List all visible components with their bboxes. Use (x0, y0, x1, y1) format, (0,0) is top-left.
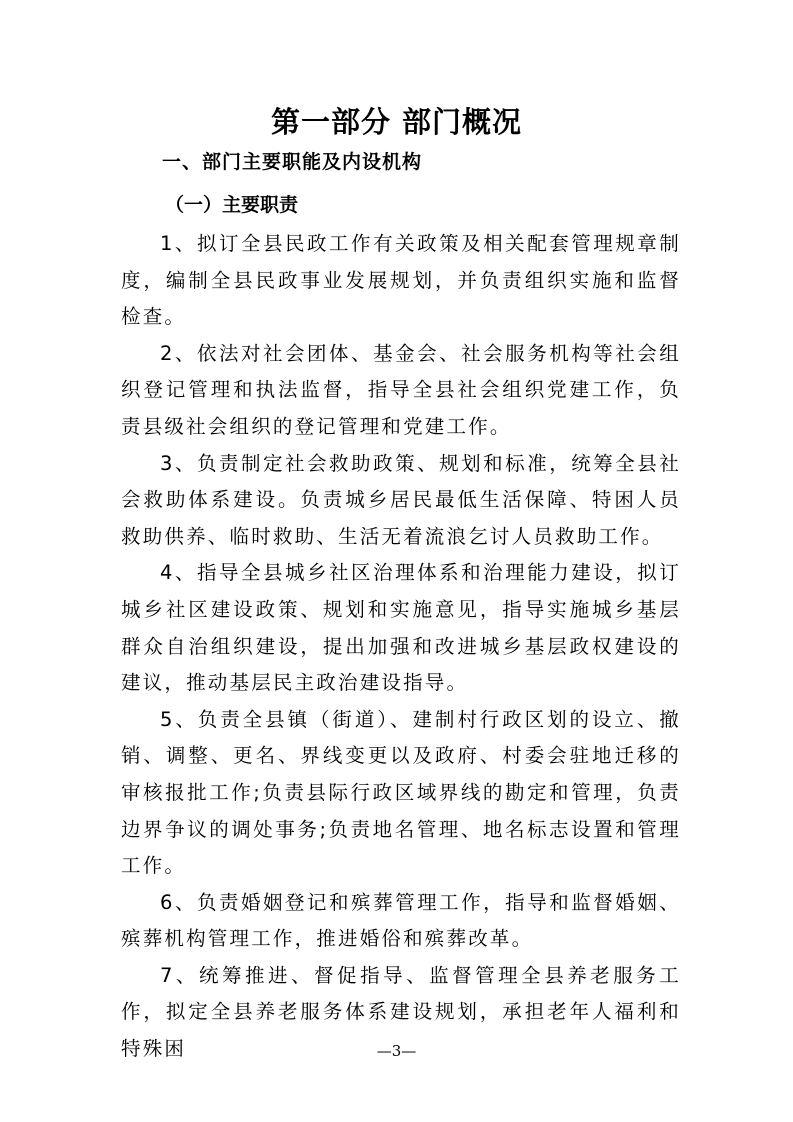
section-heading: 一、部门主要职能及内设机构 (162, 151, 423, 173)
paragraph-2: 2、依法对社会团体、基金会、社会服务机构等社会组织登记管理和执法监督，指导全县社会组织党建工作，负责县级社会组织的登记管理和党建工作。 (121, 341, 681, 438)
paragraph-6: 6、负责婚姻登记和殡葬管理工作，指导和监督婚姻、殡葬机构管理工作，推进婚俗和殡葬改革。 (121, 890, 681, 951)
page-title: 第一部分 部门概况 (270, 105, 523, 139)
body-text (121, 226, 681, 1068)
paragraph-5: 5、负责全县镇（街道）、建制村行政区划的设立、撤销、调整、更名、界线变更以及政府、村委会驻地迁移的审核报批工作;负责县际行政区域界线的勘定和管理，负责边界争议的调处事务;负责地名管理、地名标志设置和管理工作。 (121, 707, 681, 878)
paragraph-7: 7、统筹推进、督促指导、监督管理全县养老服务工作，拟定全县养老服务体系建设规划，承担老年人福利和特殊困 (121, 963, 681, 1061)
paragraph-4: 4、指导全县城乡社区治理体系和治理能力建设，拟订城乡社区建设政策、规划和实施意见，指导实施城乡基层群众自治组织建设，提出加强和改进城乡基层政权建设的建议，推动基层民主政治建设指导。 (121, 561, 681, 695)
paragraph-1: 1、拟订全县民政工作有关政策及相关配套管理规章制度，编制全县民政事业发展规划，并负责组织实施和监督检查。 (121, 232, 681, 329)
page-number: —3— (376, 1042, 417, 1060)
paragraph-3: 3、负责制定社会救助政策、规划和标准，统筹全县社会救助体系建设。负责城乡居民最低生活保障、特困人员救助供养、临时救助、生活无着流浪乞讨人员救助工作。 (121, 451, 681, 548)
subsection-heading: （一）主要职责 (165, 194, 299, 216)
